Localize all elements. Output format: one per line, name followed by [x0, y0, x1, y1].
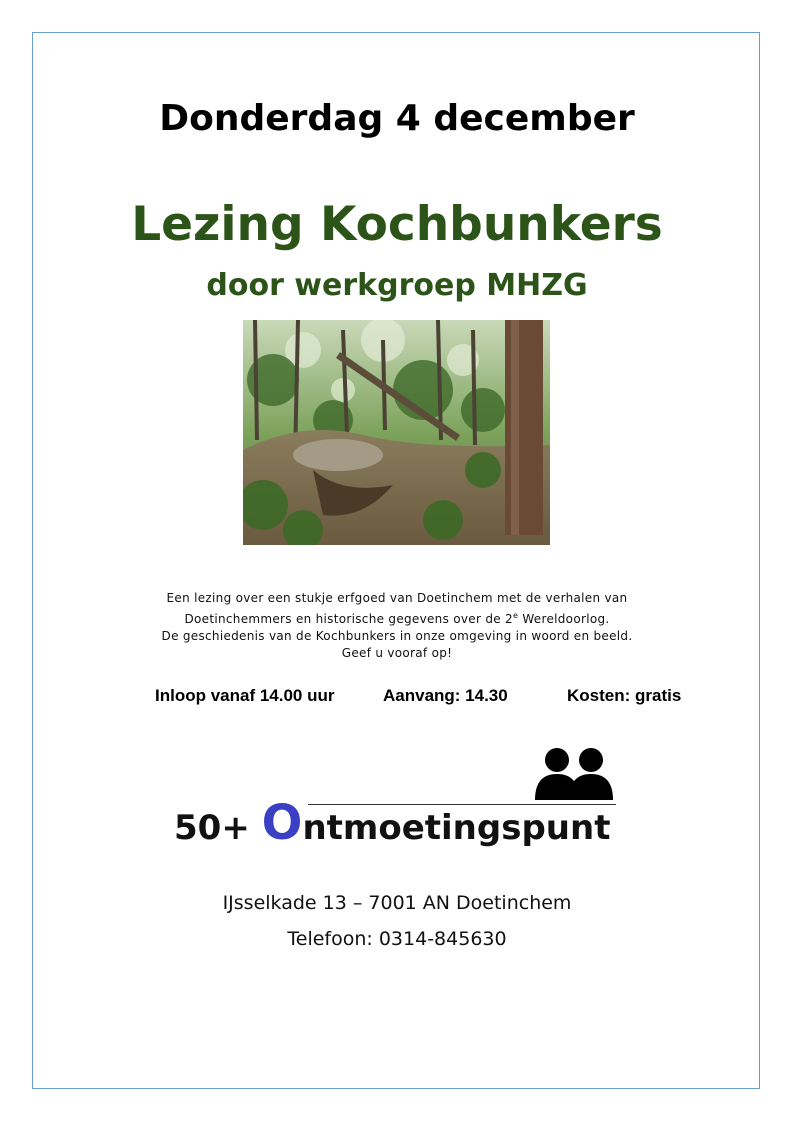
contact-phone: Telefoon: 0314-845630 — [287, 928, 507, 950]
people-icon — [531, 746, 615, 800]
info-kosten: Kosten: gratis — [567, 686, 682, 705]
event-date: Donderdag 4 december — [159, 98, 635, 139]
logo-prefix: 50+ — [174, 808, 262, 848]
description-line-2-post: Wereldoorlog. — [518, 612, 610, 626]
description-superscript: e — [512, 611, 519, 620]
forest-photo-illustration — [243, 320, 550, 545]
description-line-2 — [0, 607, 794, 628]
event-subtitle: door werkgroep MHZG — [206, 268, 588, 303]
logo-big-letter: O — [261, 795, 303, 851]
info-aanvang: Aanvang: 14.30 — [383, 686, 508, 705]
description-line-1: Een lezing over een stukje erfgoed van Doetinchem met de verhalen van — [166, 591, 628, 605]
organisation-logo — [174, 795, 610, 851]
event-title: Lezing Kochbunkers — [131, 197, 663, 252]
logo-rest: ntmoetingspunt — [302, 808, 611, 848]
contact-address: IJsselkade 13 – 7001 AN Doetinchem — [222, 892, 572, 914]
description-line-2-pre: Doetinchemmers en historische gegevens over de 2 — [184, 612, 513, 626]
description-line-3: De geschiedenis van de Kochbunkers in onze omgeving in woord en beeld. — [161, 629, 633, 643]
info-inloop: Inloop vanaf 14.00 uur — [155, 686, 335, 705]
forest-bunker-photo — [243, 320, 550, 545]
event-description — [0, 590, 794, 662]
description-line-4: Geef u vooraf op! — [341, 646, 453, 660]
